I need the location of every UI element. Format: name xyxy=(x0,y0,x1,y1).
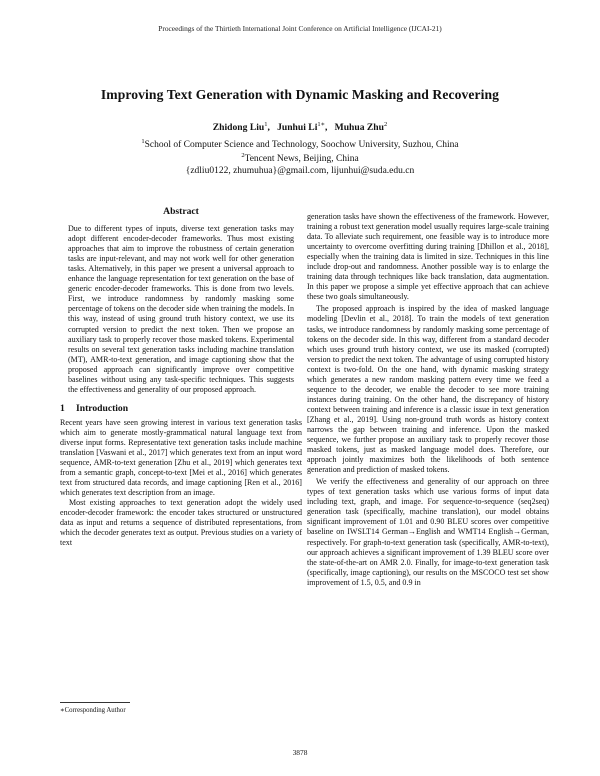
author-name: Muhua Zhu xyxy=(334,122,384,134)
paragraph: generation tasks have shown the effectiveness of the framework. However, training a robust text generation model usually requires large-scale training data. To alleviate such requirement, one feasible way is to introduce more uncertainty to overcome overfitting during training [Dhillon et al., 2018], especially when the training data is limited in size. Techniques in this line include drop-out and randomness. Another possible way is to enlarge the training data through techniques like back translation, data augmentation. In this paper we propose a simple yet effective approach that can achieve these two goals simultaneously. xyxy=(307,212,549,302)
affil-text: Tencent News, Beijing, China xyxy=(244,154,359,165)
affil-mark: 2 xyxy=(241,152,245,159)
paper-title: Improving Text Generation with Dynamic Masking and Recovering xyxy=(100,87,500,102)
author-list xyxy=(0,120,600,133)
paragraph: The proposed approach is inspired by the idea of masked language modeling [Devlin et al., 2018]. To train the models of text generation tasks, we introduce randomness by randomly masking some percentage of tokens on the decoder side. In this way, different from a standard decoder which uses ground truth history context, we use its masked (corrupted) version to predict the next token. The advantage of using corrupted history context is two-fold. On the one hand, with dynamic masking strategy which generates a new random masking pattern every time we feed a sequence to the decoder, we enable the decoder to see more training instances during training. On the other hand, the discrepancy of history context between training and inference is a classic issue in text generation [Zhang et al., 2019]. Using non-ground truth words as history context narrows the gap between training and inference. Upon the masked sequence, we further propose an auxiliary task to properly recover those masked tokens, just as masked language model does. Therefore, our approach jointly maximizes both the likelihoods of both sentence generation and prediction of masked tokens. xyxy=(307,304,549,475)
affil-text: School of Computer Science and Technology, Soochow University, Suzhou, China xyxy=(144,140,459,151)
section-title: Introduction xyxy=(76,402,129,414)
paragraph: Most existing approaches to text generation adopt the widely used encoder-decoder framework: the encoder takes structured or unstructured data as input and returns a sequence of distributed representations, from which the decoder generates text as output. Previous studies on a variety of text xyxy=(60,498,303,548)
footnote-rule xyxy=(60,702,130,703)
abstract-text: Due to different types of inputs, diverse text generation tasks may adopt different encoder-decoder frameworks. Thus most existing approaches that aim to improve the robustness of certain generation tasks are input-relevant, and may not work well for other generation tasks. Alternatively, in this paper we present a universal approach to enhance the language representation for text generation on the base of generic encoder-decoder frameworks. This is done from two levels. First, we introduce randomness by randomly masking some percentage of tokens on the decoder side when training the models. In this way, instead of using ground truth history context, we use its corrupted version to predict the next token. Then we propose an auxiliary task to properly recover those masked tokens. Experimental results on several text generation tasks including machine translation (MT), AMR-to-text generation, and image captioning show that the proposed approach can significantly improve over competitive baselines without using any task-specific techniques. This suggests the effectiveness and generality of our proposed approach. xyxy=(68,224,294,394)
section-heading xyxy=(60,404,302,414)
author-name: Zhidong Liu xyxy=(212,122,265,134)
affiliation xyxy=(0,138,600,150)
author-emails: {zdliu0122, zhumuhua}@gmail.com, lijunhui@suda.edu.cn xyxy=(185,166,415,176)
left-column xyxy=(60,205,302,549)
author-affil-mark: 2 xyxy=(383,121,388,128)
author-affil-mark: 1 xyxy=(264,121,268,128)
affil-mark: 1 xyxy=(141,138,145,145)
right-column xyxy=(307,212,549,588)
author-name: Junhui Li xyxy=(277,122,318,134)
author-affil-mark: 1∗ xyxy=(317,121,326,128)
affiliation xyxy=(0,152,600,164)
author-separator: , xyxy=(267,122,270,134)
running-head: Proceedings of the Thirtieth International Joint Conference on Artificial Intelligence (IJCAI-21) xyxy=(158,24,442,33)
page-number: 3878 xyxy=(292,748,308,757)
section-number: 1 xyxy=(60,402,65,414)
abstract-heading: Abstract xyxy=(163,206,199,217)
footnote: ∗Corresponding Author xyxy=(60,707,126,714)
paragraph: Recent years have seen growing interest in various text generation tasks which aim to generate mostly-grammatical natural language text from diverse input forms. Representative text generation tasks include machine translation [Vaswani et al., 2017] which generates text from an input word sequence, AMR-to-text generation [Zhu et al., 2019] which generates text from a semantic graph, concept-to-text [Mei et al., 2016] which generates text from structured data records, and image captioning [Ren et al., 2016] which generates text description from an image. xyxy=(60,417,302,498)
author-separator: , xyxy=(325,122,328,134)
paragraph: We verify the effectiveness and generality of our approach on three types of text generation tasks which use various forms of input data including text, graph, and image. For sequence-to-sequence (seq2seq) generation task (specifically, machine translation), our model obtains significant improvement of 1.01 and 0.90 BLEU scores over competitive baseline on IWSLT14 German→English and WMT14 English→German, respectively. For graph-to-text generation task (specifically, AMR-to-text), our approach achieves a significant improvement of 1.39 BLEU score over the state-of-the-art on AMR 2.0. Finally, for image-to-text generation task (specifically, image captioning), our results on the MSCOCO test set show improvement of 1.5, 0.5, and 0.9 in xyxy=(307,477,549,587)
